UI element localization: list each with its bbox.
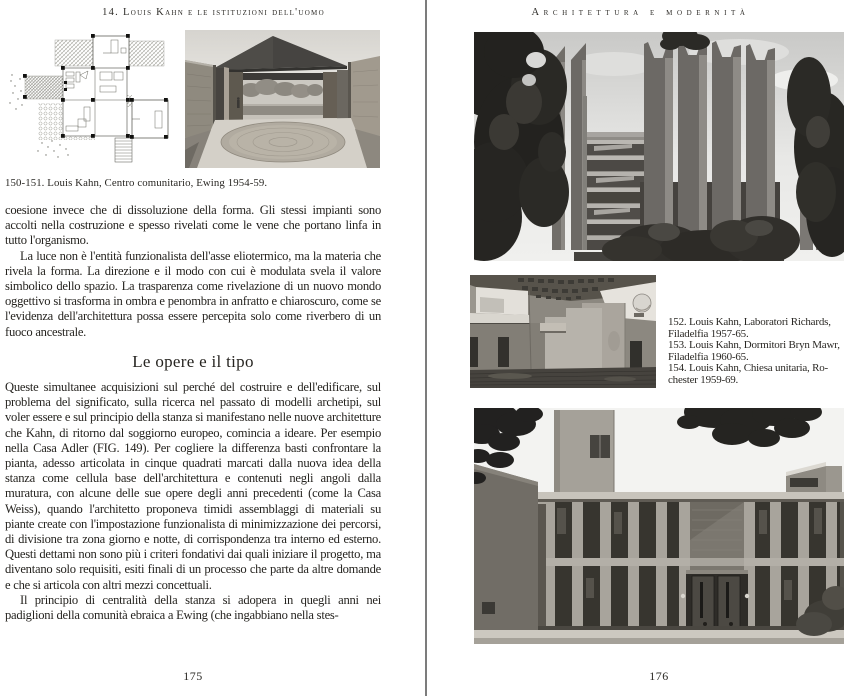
richards-photo-drawing (474, 32, 844, 261)
body-text-column (5, 203, 381, 623)
left-page-number: 175 (183, 669, 203, 683)
pavilion-person (237, 97, 240, 108)
figure-floor-plan (8, 31, 173, 171)
left-running-head: 14. Louis Kahn e le istituzioni dell'uomo (102, 7, 325, 18)
right-running-head: Architettura e modernità (531, 7, 750, 18)
floor (470, 367, 656, 388)
church-photo-drawing (474, 408, 844, 644)
interior-photo-drawing (470, 275, 656, 388)
section-heading: Le opere e il tipo (132, 351, 254, 371)
paragraph: coesione invece che di dissoluzione della forma. Gli stessi impianti sono accolti nella costruzione e spesso rivelati come le vene che portano linfa in tutto l'organismo. (5, 203, 381, 248)
page-divider (425, 0, 427, 696)
caption-line: 154. Louis Kahn, Chiesa unitaria, Ro- (668, 362, 829, 375)
caption-line: 153. Louis Kahn, Dormitori Bryn Mawr, (668, 339, 840, 352)
entrance-bay (681, 502, 749, 630)
figure-captions-block (668, 317, 854, 387)
pavilion-photo-drawing (185, 30, 380, 168)
paragraph: La luce non è l'entità funzionalista dell'asse eliotermico, ma la materia che rivela la forma. La direzione e il modo con cui è modulata svela il valore simbolico dello spazio. La trasparenza come rivelazione di un nuovo mondo oggettivo si trasforma in ombra e penombra in anfratto e chiaroscuro, come se l'evidenza dell'architettura possa essere percepita solo come riverbero di un fuoco ancestrale. (5, 248, 381, 339)
right-page-number: 176 (649, 669, 669, 683)
pavilion-plaza (185, 118, 380, 168)
caption-line: chester 1959-69. (668, 373, 739, 386)
figure-caption: 150-151. Louis Kahn, Centro comunitario, Ewing 1954-59. (5, 177, 268, 189)
left-shadow-wall (474, 464, 546, 643)
caption-line: Filadelfia 1957-65. (668, 327, 749, 340)
figure-pavilion-photo (185, 30, 380, 168)
paragraph: Il principio di centralità della stanza si adopera in quegli anni nei padiglioni della comunità ebraica a Ewing (che ingabbiano nella stes- (5, 592, 381, 623)
pavilion-interior (229, 70, 348, 122)
facade (538, 492, 844, 630)
caption-line: 152. Louis Kahn, Laboratori Richards, (668, 316, 831, 328)
figure-interior-photo (470, 275, 656, 388)
figure-richards-towers-photo (474, 32, 844, 261)
figure-unitarian-church-photo (474, 408, 844, 644)
left-light-opening (470, 285, 530, 325)
floor-plan-drawing (8, 31, 173, 171)
paragraph: Queste simultanee acquisizioni sul perché del costruire e dell'edificare, sul problema del significato, sulla ricerca nel passato di modelli archetipi, sul voler essere e sul principio della stanza si manifestano nelle nuove architetture che Kahn, di ritorno dal soggiorno europeo, comincia a ideare. Per esempio nella Casa Adler (FIG. 149). Per cogliere la differenza basti confrontare la pianta, adesso articolata in cinque quadrati marcati dalla nuova idea della stanza come cellula base dell'architettura e contenuti negli angoli dalla muratura, con alcune delle sue opere degli anni precedenti (come la Casa Weiss), quando l'architetto proponeva timidi assemblaggi di materiali su piante create con l'impostazione funzionalista di minimizzazione dei percorsi, di divisione tra zona giorno e notte, di corrispondenza tra interno ed esterno. Questi dettami non sono più i criteri fondativi dai quali iniziare il progetto, ma diventano solo requisiti, esiti finali di un processo che parte da altre domande e che si articola con altri mezzi concettuali. (5, 380, 381, 592)
caption-line: Filadelfia 1960-65. (668, 350, 749, 363)
